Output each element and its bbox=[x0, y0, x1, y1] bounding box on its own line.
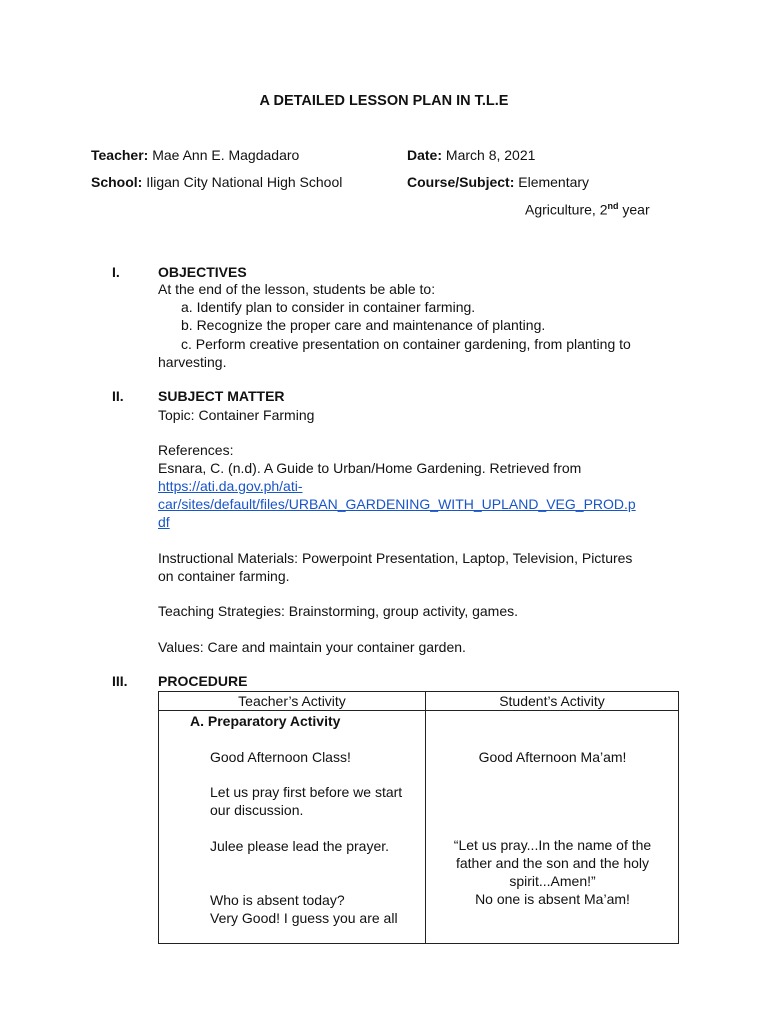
teacher-activity-header: Teacher’s Activity bbox=[159, 692, 426, 711]
teaching-strategies: Teaching Strategies: Brainstorming, group activity, games. bbox=[158, 603, 519, 619]
objective-item-a: a. Identify plan to consider in container farming. bbox=[181, 299, 476, 315]
procedure-numeral: III. bbox=[112, 673, 128, 689]
student-line: father and the son and the holy bbox=[455, 855, 650, 871]
student-activity-cell bbox=[426, 711, 679, 944]
teacher-activity-cell bbox=[159, 711, 426, 944]
course-value-1: Elementary bbox=[518, 174, 590, 190]
topic-line: Topic: Container Farming bbox=[158, 407, 315, 423]
reference-link-line-1[interactable]: https://ati.da.gov.ph/ati- bbox=[158, 478, 303, 494]
objective-item-c-continued: harvesting. bbox=[158, 354, 227, 370]
course-value-sup: nd bbox=[607, 201, 619, 211]
objectives-numeral: I. bbox=[112, 264, 120, 280]
reference-link-line-3[interactable]: df bbox=[158, 514, 170, 530]
instructional-materials-line-2: on container farming. bbox=[158, 568, 290, 584]
course-row bbox=[407, 174, 589, 190]
subject-matter-numeral: II. bbox=[112, 388, 124, 404]
school-label: School: bbox=[91, 174, 143, 190]
procedure-table bbox=[158, 691, 679, 944]
course-row-continued bbox=[525, 201, 650, 218]
date-value: March 8, 2021 bbox=[445, 147, 536, 163]
teacher-line: Julee please lead the prayer. bbox=[210, 838, 390, 854]
teacher-line: Who is absent today? bbox=[210, 892, 345, 908]
references-label: References: bbox=[158, 442, 234, 458]
preparatory-activity-label: A. Preparatory Activity bbox=[190, 713, 341, 729]
document-title: A DETAILED LESSON PLAN IN T.L.E bbox=[259, 93, 509, 109]
instructional-materials-line-1: Instructional Materials: Powerpoint Presentation, Laptop, Television, Pictures bbox=[158, 550, 633, 566]
objectives-heading: OBJECTIVES bbox=[158, 264, 247, 280]
date-row bbox=[407, 147, 535, 163]
objectives-intro: At the end of the lesson, students be able to: bbox=[158, 281, 436, 297]
school-value: Iligan City National High School bbox=[146, 174, 343, 190]
values-line: Values: Care and maintain your container garden. bbox=[158, 639, 466, 655]
reference-link-line-2[interactable]: car/sites/default/files/URBAN_GARDENING_WITH_UPLAND_VEG_PROD.p bbox=[158, 496, 636, 512]
teacher-line: Let us pray first before we start bbox=[210, 784, 403, 800]
objective-item-c: c. Perform creative presentation on container gardening, from planting to bbox=[181, 336, 631, 352]
teacher-row bbox=[91, 147, 299, 163]
table-row bbox=[159, 711, 679, 944]
teacher-label: Teacher: bbox=[91, 147, 149, 163]
objective-item-b: b. Recognize the proper care and maintenance of planting. bbox=[181, 317, 546, 333]
student-line: Good Afternoon Ma’am! bbox=[478, 749, 627, 765]
teacher-line: Good Afternoon Class! bbox=[210, 749, 351, 765]
procedure-heading: PROCEDURE bbox=[158, 673, 248, 689]
reference-text: Esnara, C. (n.d). A Guide to Urban/Home Gardening. Retrieved from bbox=[158, 460, 582, 476]
student-line: No one is absent Ma’am! bbox=[475, 891, 630, 907]
course-label: Course/Subject: bbox=[407, 174, 515, 190]
student-line: “Let us pray...In the name of the bbox=[453, 837, 652, 853]
subject-matter-heading: SUBJECT MATTER bbox=[158, 388, 285, 404]
school-row bbox=[91, 174, 342, 190]
student-activity-header: Student’s Activity bbox=[426, 692, 679, 711]
date-label: Date: bbox=[407, 147, 443, 163]
teacher-line: Very Good! I guess you are all bbox=[210, 910, 398, 926]
student-line: spirit...Amen!” bbox=[509, 873, 596, 889]
procedure-table-header bbox=[159, 692, 679, 711]
course-value-3: year bbox=[618, 201, 650, 218]
teacher-value: Mae Ann E. Magdadaro bbox=[152, 147, 300, 163]
course-value-2: Agriculture, 2 bbox=[525, 201, 608, 218]
teacher-line: our discussion. bbox=[210, 802, 304, 818]
